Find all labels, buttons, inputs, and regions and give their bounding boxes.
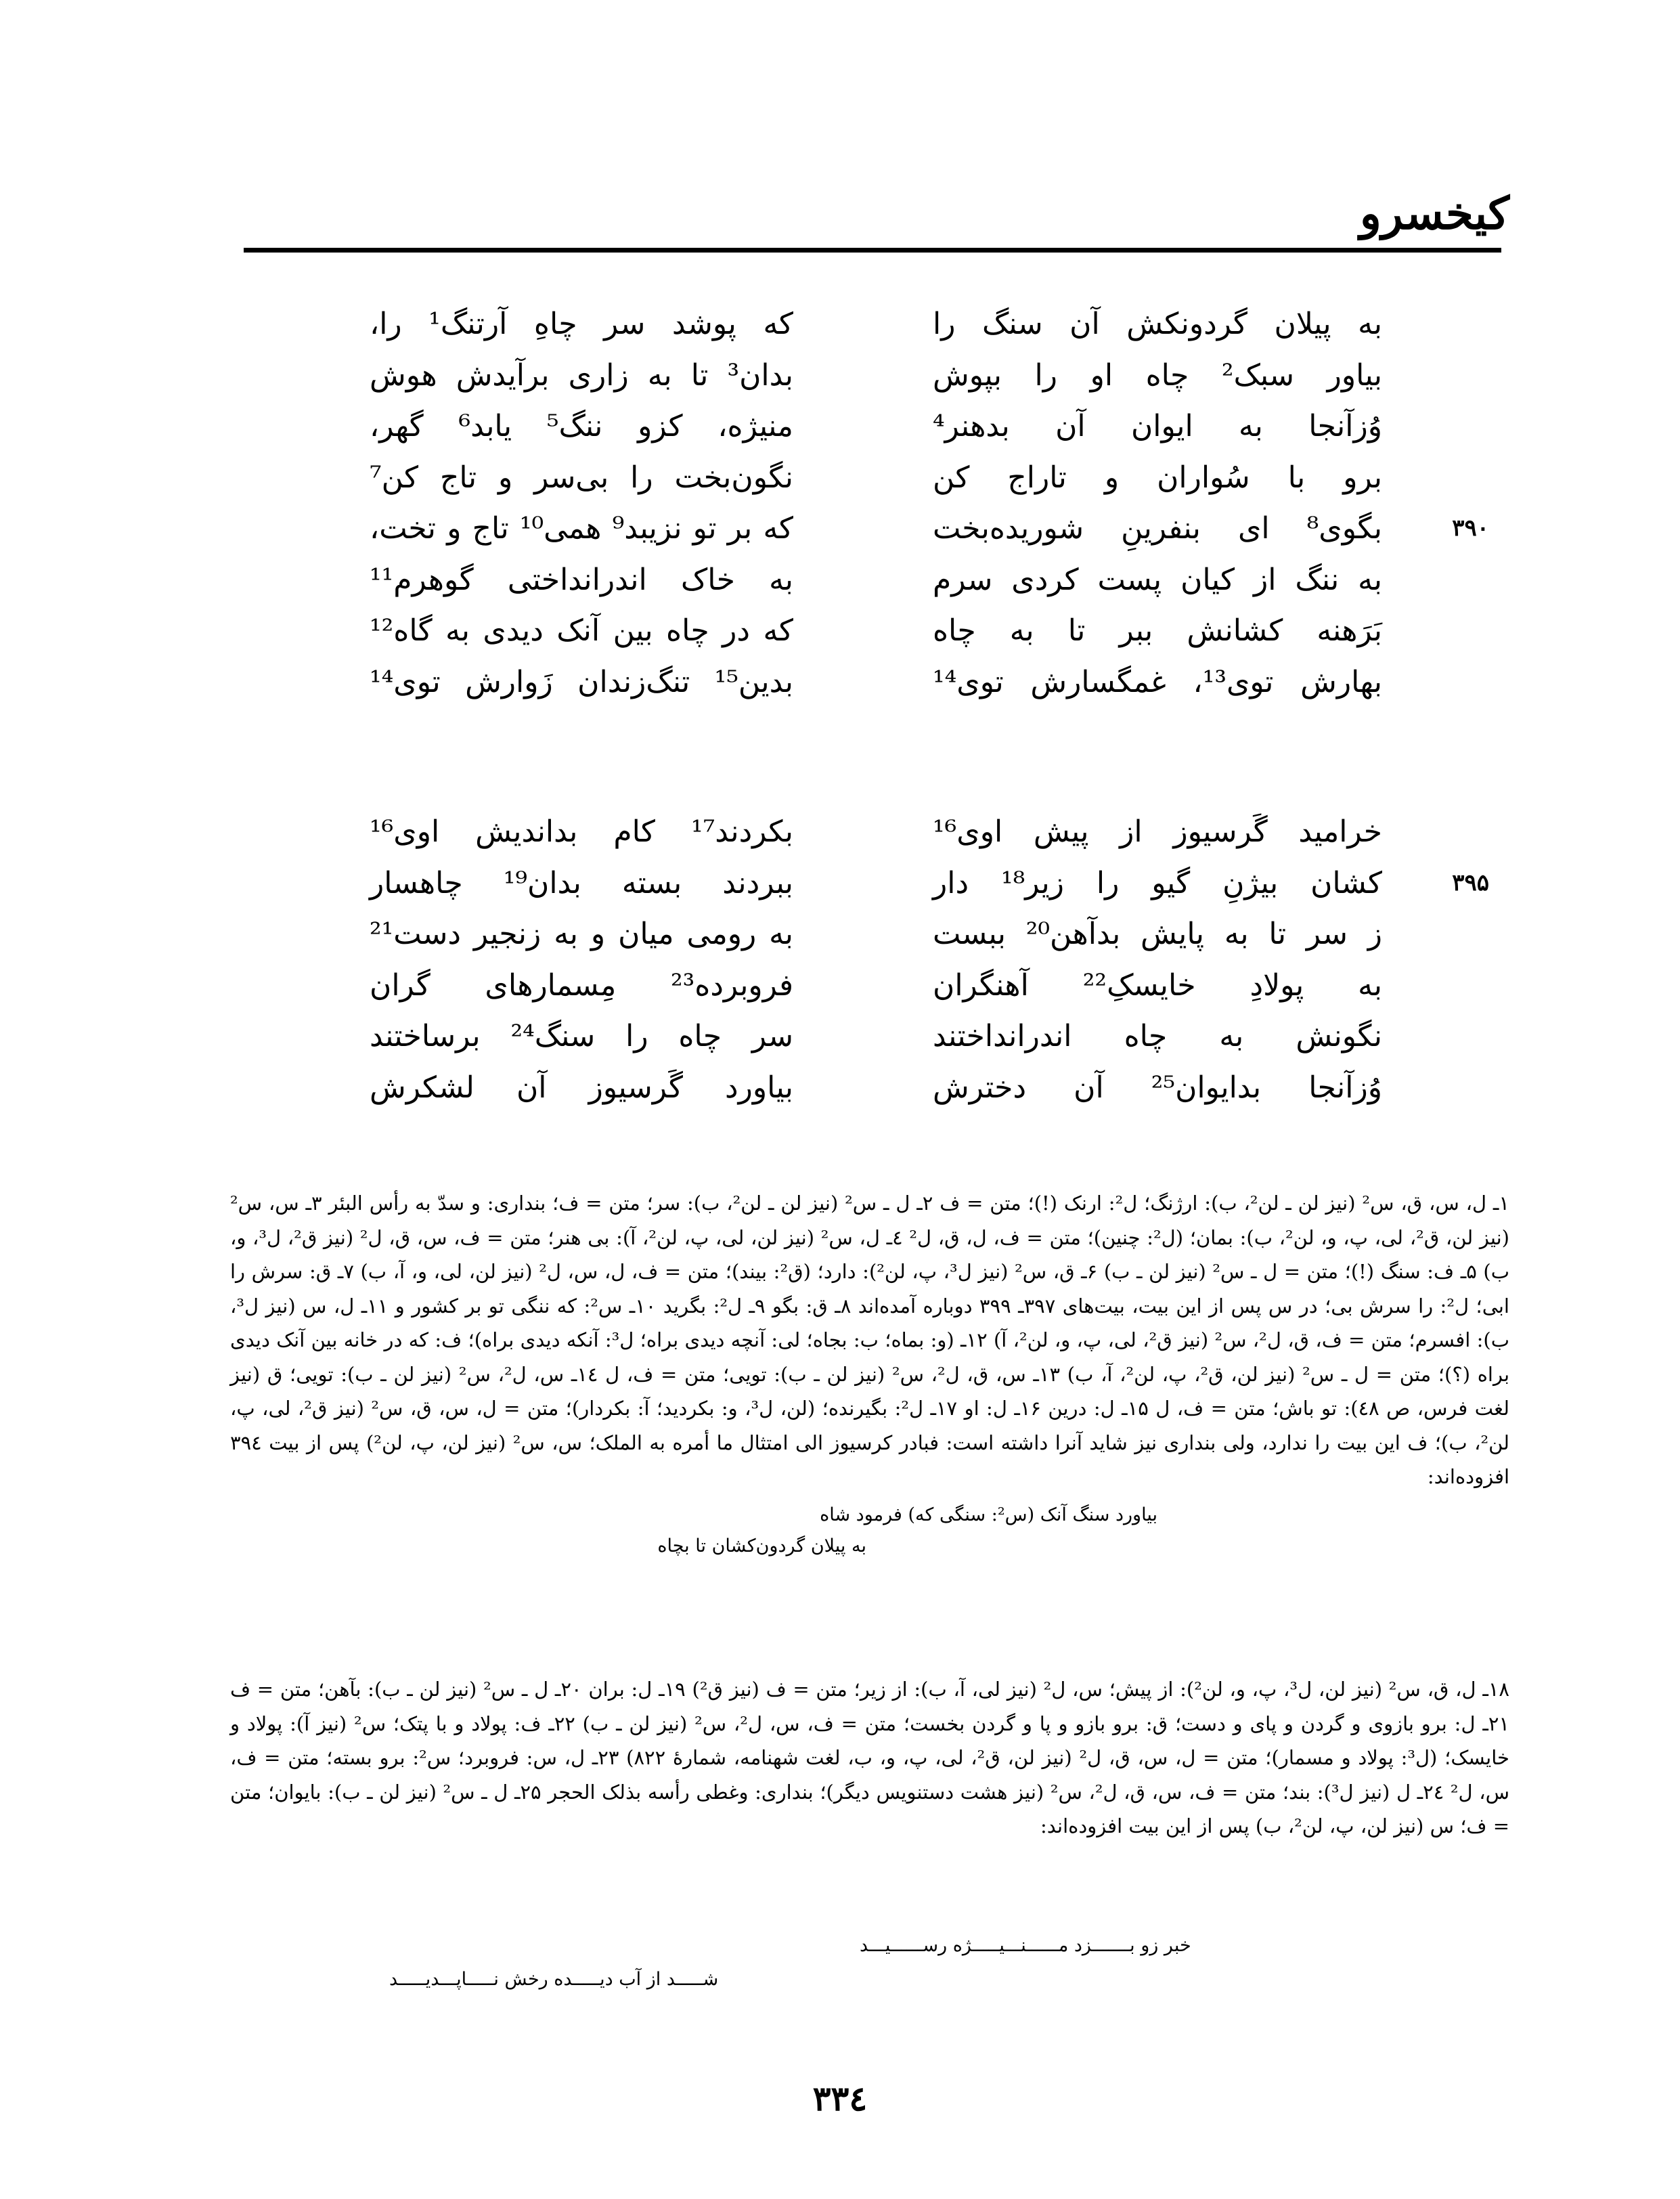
verse-number: ۳۹۰ (1452, 515, 1489, 542)
verse-row (0, 1016, 1680, 1067)
hemistich-second: به رومی میان و به زنجیر دست²¹ (370, 917, 793, 951)
inset-hemistich-second: به پیلان گردون‌کشان تا بچاه (657, 1535, 866, 1556)
verse-row (0, 406, 1680, 457)
header-rule (244, 248, 1501, 253)
hemistich-first: برو با سُواران و تاراج کن (933, 460, 1382, 495)
running-title: کیخسرو (1359, 187, 1509, 240)
hemistich-second: ببردند بسته بدان¹⁹ چاهسار (370, 865, 794, 900)
verse-row (0, 661, 1680, 713)
inset-hemistich-first: خبر زو بـــــــزد مــــــنـــیـــــژه رســــــیـــد (860, 1935, 1191, 1956)
hemistich-first: بهارش توی¹³، غمگسارش توی¹⁴ (933, 664, 1383, 699)
hemistich-first: به پیلان گردونکش آن سنگ را (933, 307, 1382, 341)
inset-hemistich-second: شـــــد از آب دیـــــده رخش نـــــاپـــدیـــــد (389, 1969, 719, 1990)
verse-row (0, 457, 1680, 508)
verse-row (0, 610, 1680, 661)
hemistich-first: کشان بیژنِ گیو را زیر¹⁸ دار (933, 865, 1382, 900)
hemistich-first: به پولادِ خایسکِ²² آهنگران (933, 967, 1382, 1003)
hemistich-second: بکردند¹⁷ کام بداندیش اوی¹⁶ (370, 814, 793, 849)
hemistich-first: وُزآنجا به ایوان آن بدهنر⁴ (933, 409, 1382, 443)
hemistich-second: منیژه، کزو ننگ⁵ یابد⁶ گهر، (370, 409, 793, 443)
hemistich-first: خرامید گَرسیوز از پیش اوی¹⁶ (933, 814, 1382, 849)
verse-row (0, 1067, 1680, 1118)
verse-row (0, 965, 1680, 1016)
verse-row (0, 811, 1680, 863)
hemistich-second: فروبرده²³ مِسمارهای گران (370, 967, 793, 1003)
verse-row (0, 863, 1680, 914)
verse-row (0, 913, 1680, 965)
hemistich-first: وُزآنجا بدایوان²⁵ آن دخترش (933, 1070, 1383, 1105)
hemistich-second: بدان³ تا به زاری برآیدش هوش (370, 357, 793, 393)
hemistich-second: که در چاه بین آنک دیدی به گاه¹² (370, 613, 793, 648)
footnotes-text: ۱۸ـ ل، ق، س² (نیز لن، ل³، پ، و، لن²): از پیش؛ س، ل² (نیز لی، آ، ب): از زیر؛ متن = ف (نیز ق²) ۱۹ـ ل: بران ۲۰ـ ل ـ س² (نیز لن ـ ب): بآهن؛ متن = ف ۲۱ـ ل: برو بازوی و گردن و پای و دست؛ ق: برو بازو و پا و گردن بخست؛ متن = ف، س، ل²، س² (نیز لن ـ ب) ۲۲ـ ف: پولاد و با پتک؛ س² (نیز آ): پولاد و خایسک؛ (ل³: پولاد و مسمار)؛ متن = ل، س، ق، ل² (نیز لن، ق²، لی، پ، و، ب، لغت شهنامه، شمارهٔ ۸۲۲) ۲۳ـ ل، س: فروبرد؛ س²: برو بسته؛ متن = ف، س، ل² ۲٤ـ ل (نیز ل³): بند؛ متن = ف، س، ق، ل²، س² (نیز هشت دستنویس دیگر)؛ بنداری: وغطی رأسه بذلک الحجر ۲۵ـ ل ـ س² (نیز لن ـ ب): بایوان؛ متن = ف؛ س (نیز لن، پ، لن²، ب) پس از این بیت افزوده‌اند: (230, 1678, 1509, 1837)
verse-row (0, 559, 1680, 611)
hemistich-first: ز سر تا به پایش بدآهن²⁰ ببست (933, 917, 1382, 951)
hemistich-second: به خاک اندرانداختی گوهرم¹¹ (370, 562, 793, 597)
hemistich-second: که بر تو نزیبد⁹ همی¹⁰ تاج و تخت، (370, 511, 793, 546)
hemistich-first: بیاور سبک² چاه او را بپوش (933, 357, 1383, 393)
hemistich-second: نگون‌بخت را بی‌سر و تاج کن⁷ (370, 460, 793, 495)
verse-stanza-1 (0, 303, 1680, 712)
inset-hemistich-first: بیاورد سنگ آنک (س²: سنگی که) فرمود شاه (820, 1504, 1157, 1525)
footnote-inset-verse (230, 1494, 1509, 1562)
hemistich-second: بدین¹⁵ تنگ‌زندان زَوارش توی¹⁴ (370, 664, 793, 699)
footnotes-block-1 (230, 1186, 1509, 1562)
verse-row (0, 508, 1680, 559)
verse-row (0, 303, 1680, 355)
hemistich-second: که پوشد سر چاهِ آرتنگ¹ را، (370, 307, 793, 341)
hemistich-first: بگوی⁸ ای بنفرینِ شوریده‌بخت (933, 511, 1382, 546)
hemistich-first: نگونش به چاه اندرانداختند (933, 1019, 1382, 1053)
page-number: ۳۳٤ (812, 2078, 868, 2118)
hemistich-second: سر چاه را سنگ²⁴ برساختند (370, 1019, 793, 1053)
hemistich-first: به ننگ از کیان پست کردی سرم (933, 562, 1382, 597)
hemistich-first: بَرَهنه کشانش ببر تا به چاه (933, 613, 1382, 648)
verse-stanza-2 (0, 811, 1680, 1118)
verse-row (0, 355, 1680, 406)
footnotes-block-2 (230, 1672, 1509, 1844)
verse-number: ۳۹۵ (1452, 869, 1489, 896)
footnotes-text: ۱ـ ل، س، ق، س² (نیز لن ـ لن²، ب): ارژنگ؛ ل²: ارنک (!)؛ متن = ف ۲ـ ل ـ س² (نیز لن ـ لن²، ب): سر؛ متن = ف؛ بنداری: و سدّ به رأس البئر ۳ـ س، س² (نیز لن، ق²، لی، پ، و، لن²، ب): بمان؛ (ل²: چنین)؛ متن = ف، ل، ق، ل² ٤ـ ل، س² (نیز لن، لی، پ، لن²، آ): بی هنر؛ متن = ف، س، ق، ل² (نیز ق²، ل³، و، ب) ۵ـ ف: سنگ (!)؛ متن = ل ـ س² (نیز لن ـ ب) ۶ـ ق، س² (نیز ل³، پ، لن²): دارد؛ (ق²: بیند)؛ متن = ف، ل، س، ل² (نیز لن، لی، و، آ، ب) ۷ـ ق: سرش را ابی؛ ل²: را سرش بی؛ در س پس از این بیت، بیت‌های ۳۹۷ـ ۳۹۹ دوباره آمده‌اند ۸ـ ق: بگو ۹ـ ل²: بگرید ۱۰ـ س²: که ننگی تو بر کشور و ۱۱ـ ل، س (نیز ل³، ب): افسرم؛ متن = ف، ق، ل²، س² (نیز ق²، لی، پ، و، لن²، آ) ۱۲ـ (و: بماه؛ ب: بجاه؛ لی: آنچه دیدی براه؛ ل³: آنکه دیدی براه)؛ ف: که در خانه بین آنک دیدی براه (؟)؛ متن = ل ـ س² (نیز لن، ق²، پ، لن²، آ، ب) ۱۳ـ س، ق، ل²، س² (نیز لن ـ ب): تویی؛ متن = ف، ل ۱٤ـ س، ل²، س² (نیز لن ـ ب): تویی؛ ق (نیز لغت فرس، ص ٤۸): تو باش؛ متن = ف، ل ۱۵ـ ل: درین ۱۶ـ ل: او ۱۷ـ ل²: بگیرنده؛ (لن، ل³، و: بکردید؛ آ: بکردار)؛ متن = ل، س، ق، س² (نیز ق²، لی، پ، لن²، ب)؛ ف این بیت را ندارد، ولی بنداری نیز شاید آنرا داشته است: فبادر کرسیوز الی امتثال ما أمره به الملک؛ س، س² (نیز لن، پ، لن²) پس از بیت ۳۹٤ افزوده‌اند: (230, 1192, 1510, 1488)
hemistich-second: بیاورد گَرسیوز آن لشکرش (370, 1070, 793, 1105)
